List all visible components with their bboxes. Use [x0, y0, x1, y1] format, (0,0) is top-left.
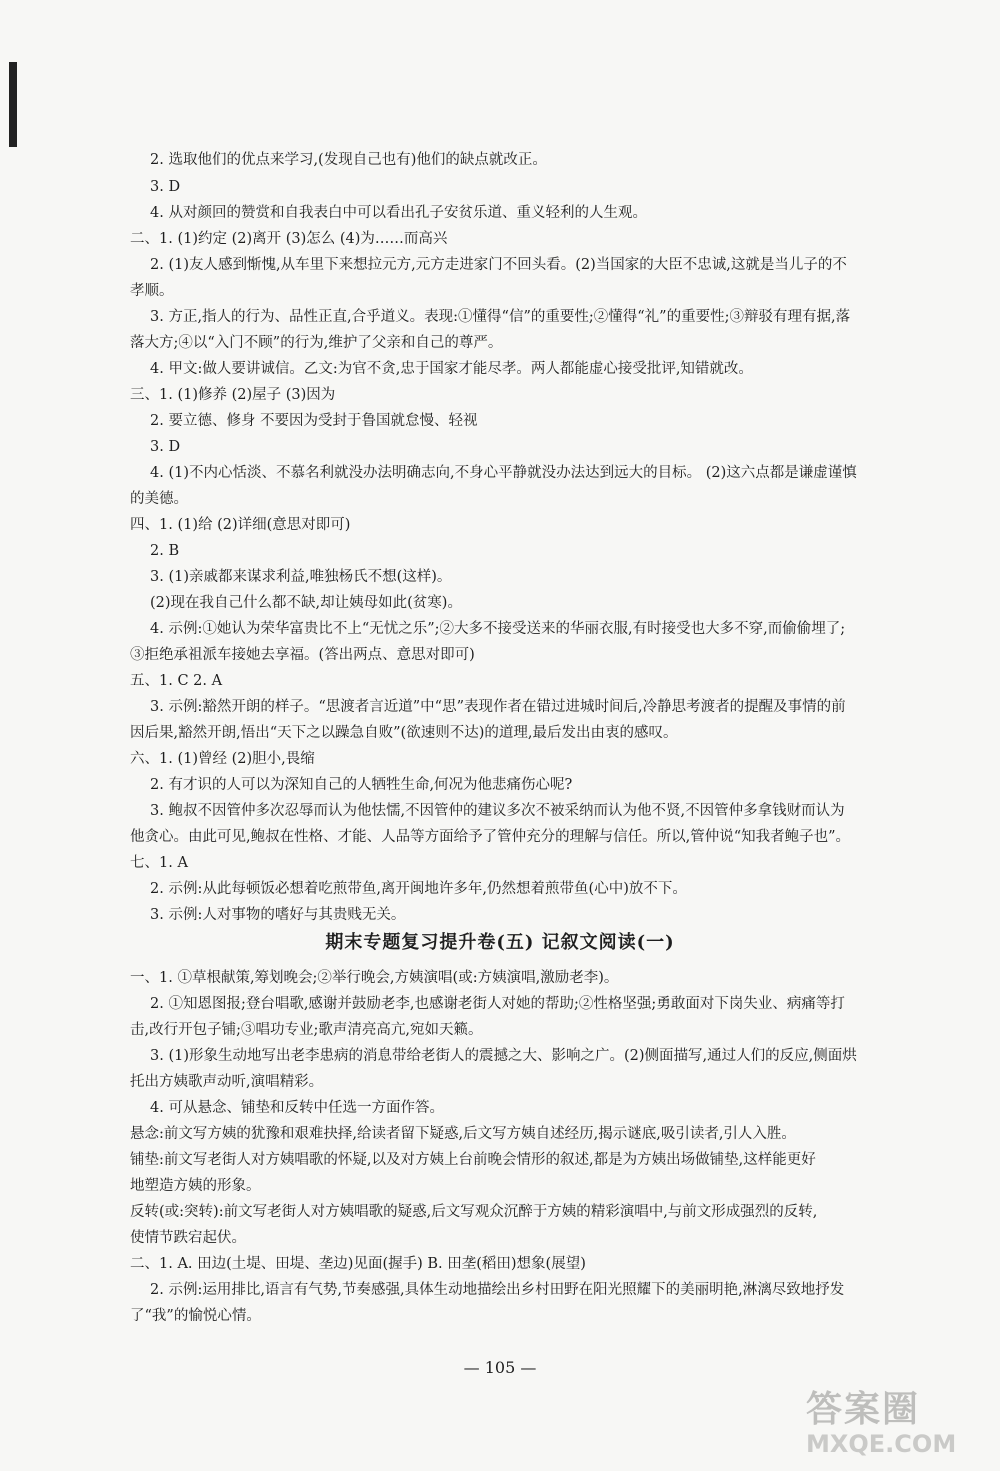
answer-line: 因后果,豁然开朗,悟出“天下之以躁急自败”(欲速则不达)的道理,最后发出由衷的感叹。: [130, 725, 678, 741]
answer-line: 3. 方正,指人的行为、品性正直,合乎道义。表现:①懂得“信”的重要性;②懂得“礼”的重要性;③辩驳有理有据,落: [150, 309, 851, 325]
answer-line: 悬念:前文写方姨的犹豫和艰难抉择,给读者留下疑惑,后文写方姨自述经历,揭示谜底,吸引读者,引人入胜。: [130, 1126, 796, 1142]
answer-line: 2. 示例:运用排比,语言有气势,节奏感强,具体生动地描绘出乡村田野在阳光照耀下的美丽明艳,淋漓尽致地抒发: [150, 1282, 845, 1298]
answer-line: 3. (1)形象生动地写出老李患病的消息带给老街人的震撼之大、影响之广。(2)侧面描写,通过人们的反应,侧面烘: [150, 1048, 857, 1064]
answer-line: 二、1. A. 田边(土堤、田堤、垄边)见面(握手) B. 田垄(稻田)想象(展望): [130, 1256, 586, 1272]
answer-line: 五、1. C 2. A: [130, 673, 223, 689]
answer-line: 4. 甲文:做人要讲诚信。乙文:为官不贪,忠于国家才能尽孝。两人都能虚心接受批评,知错就改。: [150, 361, 753, 377]
answer-line: 六、1. (1)曾经 (2)胆小,畏缩: [130, 751, 315, 767]
answer-line: (2)现在我自己什么都不缺,却让姨母如此(贫寒)。: [150, 595, 462, 611]
answer-line: 2. B: [150, 543, 180, 559]
answer-line: 3. 示例:人对事物的嗜好与其贵贱无关。: [150, 907, 406, 923]
answer-line: 他贪心。由此可见,鲍叔在性格、才能、人品等方面给予了管仲充分的理解与信任。所以,管仲说“知我者鲍子也”。: [130, 829, 851, 845]
answer-line: 孝顺。: [130, 283, 174, 299]
answer-line: 落大方;④以“入门不顾”的行为,维护了父亲和自己的尊严。: [130, 335, 503, 351]
answer-line: 2. ①知恩图报;登台唱歌,感谢并鼓励老李,也感谢老街人对她的帮助;②性格坚强;勇敢面对下岗失业、病痛等打: [150, 996, 845, 1012]
answer-line: 二、1. (1)约定 (2)离开 (3)怎么 (4)为……而高兴: [130, 231, 448, 247]
answer-line: 3. 鲍叔不因管仲多次忍辱而认为他怯懦,不因管仲的建议多次不被采纳而认为他不贤,不因管仲多拿钱财而认为: [150, 803, 845, 819]
answer-line: 四、1. (1)给 (2)详细(意思对即可): [130, 517, 351, 533]
answer-line: 击,改行开包子铺;③唱功专业;歌声清亮高亢,宛如天籁。: [130, 1022, 483, 1038]
answer-line: 4. 可从悬念、铺垫和反转中任选一方面作答。: [150, 1100, 444, 1116]
answer-line: 七、1. A: [130, 855, 188, 871]
answer-line: 地塑造方姨的形象。: [130, 1178, 261, 1194]
answer-line: 使情节跌宕起伏。: [130, 1230, 246, 1246]
answer-line: 4. (1)不内心恬淡、不慕名利就没办法明确志向,不身心平静就没办法达到远大的目标。 (2)这六点都是谦虚谨慎: [150, 465, 857, 481]
answer-line: 2. (1)友人感到惭愧,从车里下来想拉元方,元方走进家门不回头看。(2)当国家的大臣不忠诚,这就是当儿子的不: [150, 257, 847, 273]
answer-line: 3. (1)亲戚都来谋求利益,唯独杨氏不想(这样)。: [150, 569, 452, 585]
answer-line: 2. 要立德、修身 不要因为受封于鲁国就怠慢、轻视: [150, 413, 478, 429]
answer-line: 4. 从对颜回的赞赏和自我表白中可以看出孔子安贫乐道、重义轻利的人生观。: [150, 205, 647, 221]
answer-line: 2. 选取他们的优点来学习,(发现自己也有)他们的缺点就改正。: [150, 152, 547, 168]
watermark-en: MXQE.COM: [806, 1430, 957, 1458]
answer-line: 的美德。: [130, 491, 188, 507]
watermark-cn: 答案圈: [806, 1388, 921, 1430]
answer-line: 3. 示例:豁然开朗的样子。“思渡者言近道”中“思”表现作者在错过进城时间后,冷静思考渡者的提醒及事情的前: [150, 699, 846, 715]
answer-line: 铺垫:前文写老街人对方姨唱歌的怀疑,以及对方姨上台前晚会情形的叙述,都是为方姨出场做铺垫,这样能更好: [130, 1152, 816, 1168]
answer-line: 2. 示例:从此每顿饭必想着吃煎带鱼,离开闽地许多年,仍然想着煎带鱼(心中)放不下。: [150, 881, 687, 897]
answer-line: ③拒绝承祖派车接她去享福。(答出两点、意思对即可): [130, 647, 475, 663]
section-heading: 期末专题复习提升卷(五) 记叙文阅读(一): [325, 932, 675, 953]
answer-line: 反转(或:突转):前文写老街人对方姨唱歌的疑惑,后文写观众沉醉于方姨的精彩演唱中,与前文形成强烈的反转,: [130, 1204, 818, 1220]
answer-line: 3. D: [150, 439, 181, 455]
page-number: — 105 —: [463, 1358, 537, 1377]
answer-line: 托出方姨歌声动听,演唱精彩。: [130, 1074, 324, 1090]
watermark-logo: [806, 1388, 966, 1468]
answer-line: 2. 有才识的人可以为深知自己的人牺牲生命,何况为他悲痛伤心呢?: [150, 777, 573, 793]
answer-line: 4. 示例:①她认为荣华富贵比不上“无忧之乐”;②大多不接受送来的华丽衣服,有时接受也大多不穿,而偷偷埋了;: [150, 621, 846, 637]
answer-line: 3. D: [150, 179, 181, 195]
answer-line: 一、1. ①草根献策,筹划晚会;②举行晚会,方姨演唱(或:方姨演唱,激励老李)。: [130, 970, 619, 986]
answer-line: 了“我”的愉悦心情。: [130, 1308, 261, 1324]
answer-line: 三、1. (1)修养 (2)屋子 (3)因为: [130, 387, 336, 403]
